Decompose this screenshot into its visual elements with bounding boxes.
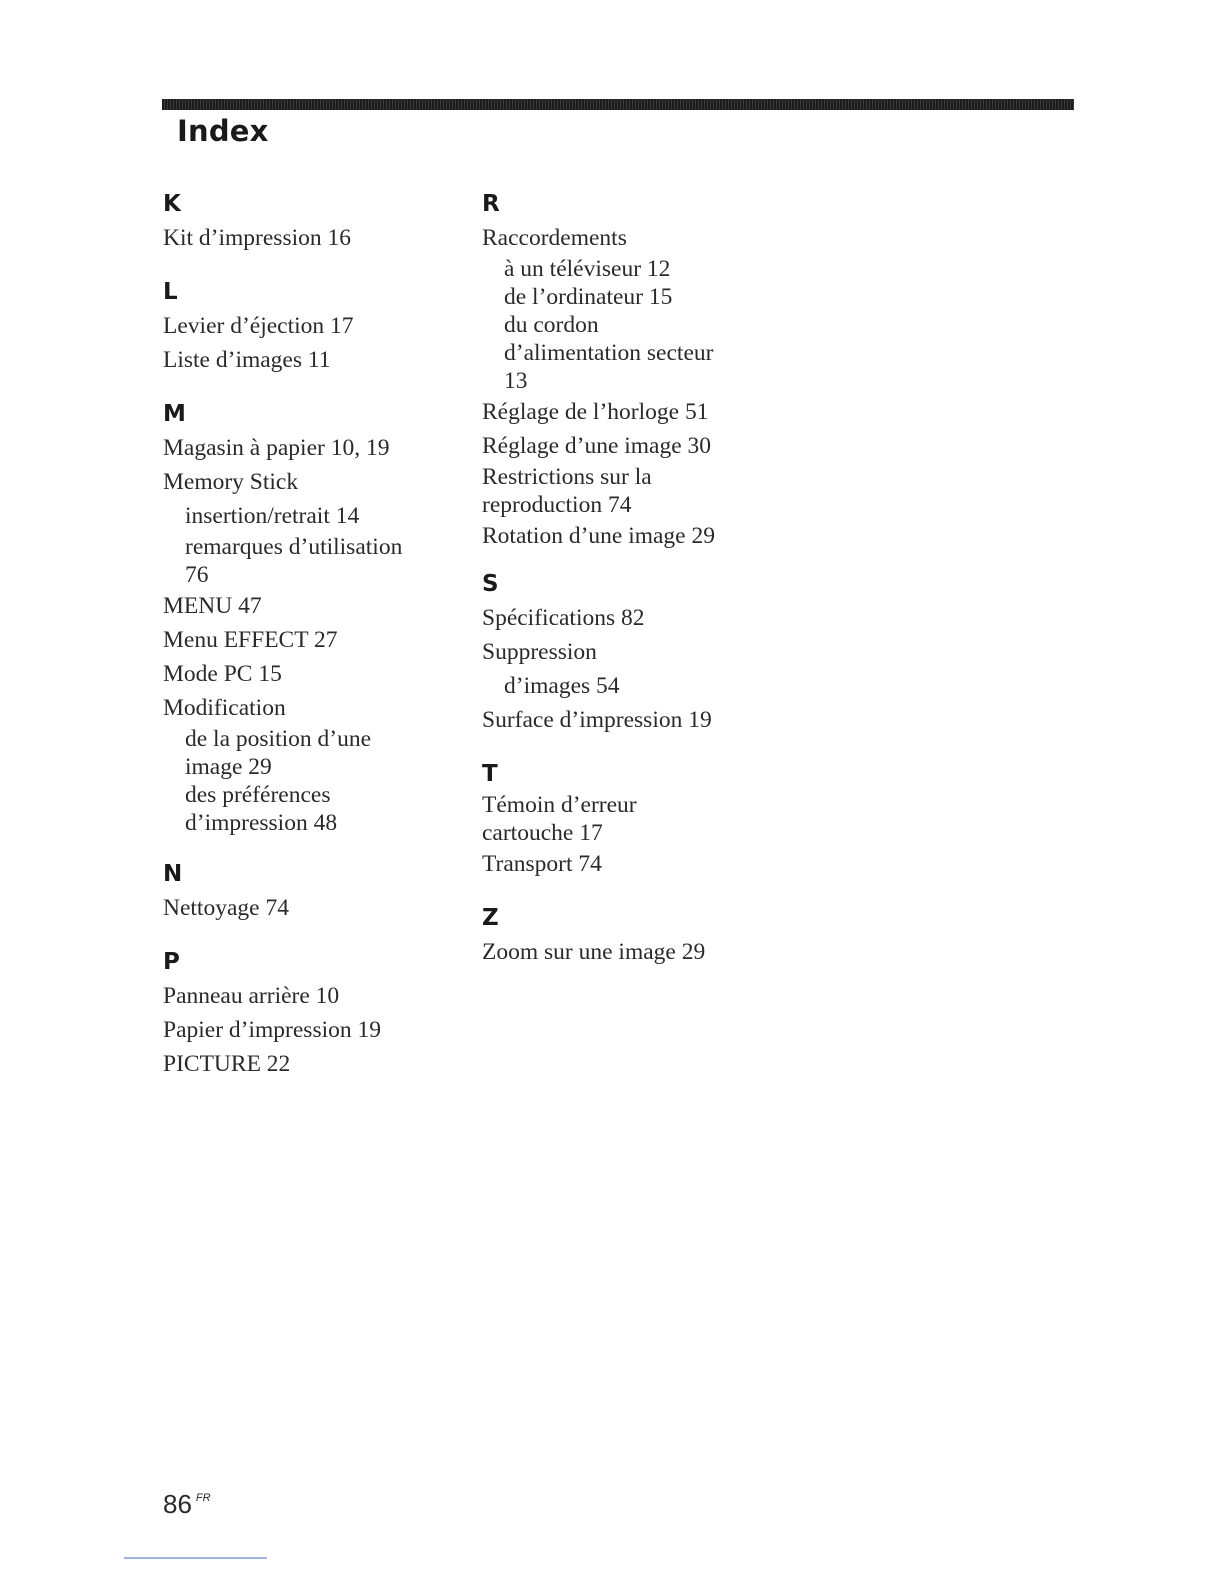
index-entry: cartouche 17 [482, 820, 603, 846]
page-number [163, 1489, 211, 1520]
footer-rule [124, 1557, 267, 1559]
index-entry: Kit d’impression 16 [163, 225, 351, 251]
index-entry: reproduction 74 [482, 492, 632, 518]
section-letter-l: L [163, 279, 178, 305]
index-entry: Magasin à papier 10, 19 [163, 435, 390, 461]
section-letter-k: K [163, 191, 181, 217]
index-entry: Zoom sur une image 29 [482, 939, 706, 965]
index-entry: Panneau arrière 10 [163, 983, 340, 1009]
section-letter-s: S [482, 571, 499, 597]
index-entry: MENU 47 [163, 593, 262, 619]
index-entry: Papier d’impression 19 [163, 1017, 381, 1043]
index-entry: Menu EFFECT 27 [163, 627, 338, 653]
index-entry: Réglage de l’horloge 51 [482, 399, 709, 425]
index-subentry: 13 [504, 368, 528, 394]
index-entry: Raccordements [482, 225, 627, 251]
index-subentry: à un téléviseur 12 [504, 256, 671, 282]
page-number-value: 86 [163, 1489, 192, 1519]
index-subentry: d’images 54 [504, 673, 620, 699]
index-entry: Levier d’éjection 17 [163, 313, 354, 339]
index-entry: Suppression [482, 639, 597, 665]
index-subentry: insertion/retrait 14 [185, 503, 360, 529]
index-entry: Réglage d’une image 30 [482, 433, 712, 459]
index-subentry: du cordon [504, 312, 599, 338]
index-entry: Liste d’images 11 [163, 347, 331, 373]
section-letter-p: P [163, 949, 180, 975]
index-subentry: image 29 [185, 754, 272, 780]
index-entry: Mode PC 15 [163, 661, 282, 687]
index-entry: Modification [163, 695, 286, 721]
index-subentry: d’alimentation secteur [504, 340, 714, 366]
index-column-right [482, 187, 782, 969]
section-letter-t: T [482, 761, 498, 787]
page-title: Index [177, 114, 269, 148]
index-entry: Nettoyage 74 [163, 895, 289, 921]
index-subentry: de la position d’une [185, 726, 372, 752]
section-letter-m: M [163, 401, 186, 427]
index-entry: Surface d’impression 19 [482, 707, 712, 733]
index-entry: Transport 74 [482, 851, 602, 877]
language-code: FR [195, 1492, 211, 1504]
index-subentry: 76 [185, 562, 209, 588]
index-entry: Témoin d’erreur [482, 792, 637, 818]
index-subentry: remarques d’utilisation [185, 534, 403, 560]
index-column-left [163, 187, 463, 1081]
index-entry: PICTURE 22 [163, 1051, 291, 1077]
index-subentry: de l’ordinateur 15 [504, 284, 673, 310]
index-entry: Memory Stick [163, 469, 299, 495]
section-letter-z: Z [482, 905, 499, 931]
index-entry: Restrictions sur la [482, 464, 652, 490]
index-subentry: des préférences [185, 782, 331, 808]
index-subentry: d’impression 48 [185, 810, 338, 836]
index-entry: Spécifications 82 [482, 605, 645, 631]
section-letter-r: R [482, 191, 500, 217]
section-letter-n: N [163, 861, 183, 887]
header-rule [162, 99, 1074, 110]
index-entry: Rotation d’une image 29 [482, 523, 715, 549]
